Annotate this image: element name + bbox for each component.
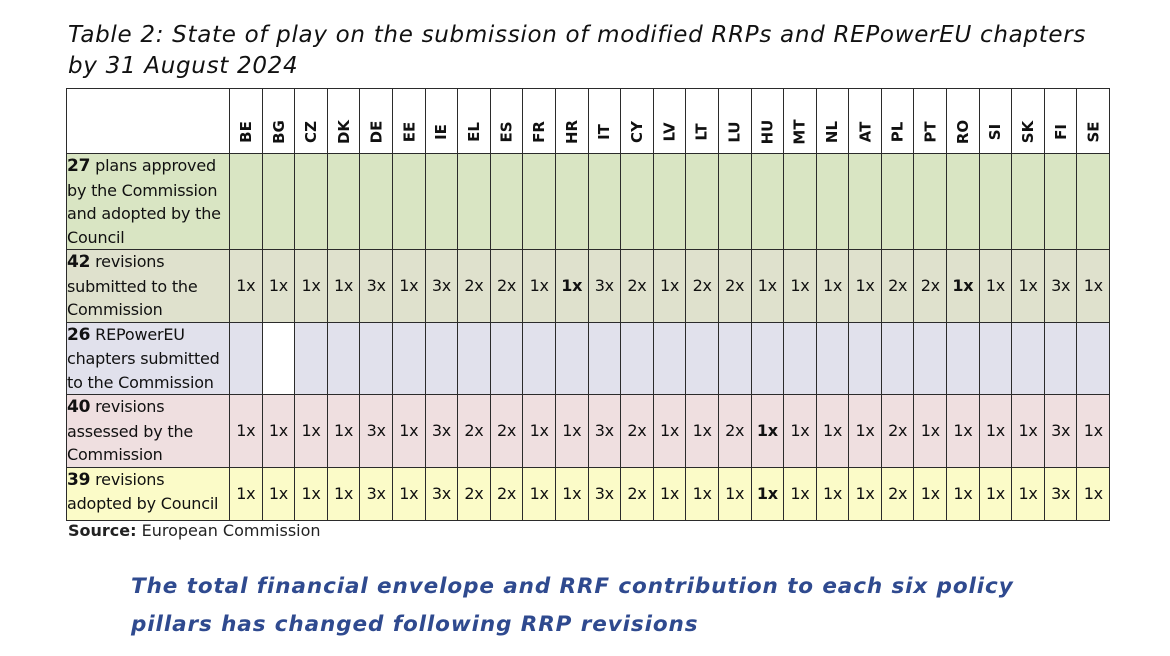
cell-be: 1x [230,467,263,520]
row-count: 27 [67,156,91,176]
row-label [67,250,230,323]
country-code: LT [693,123,712,141]
row-label [67,154,230,250]
rrp-status-table [66,88,1110,521]
cell-be [230,322,263,395]
table-row [67,395,1110,468]
cell-hu [751,322,784,395]
cell-de: 3x [360,467,393,520]
cell-lu: 1x [718,467,751,520]
cell-hu: 1x [751,395,784,468]
cell-hr: 1x [555,395,588,468]
cell-de: 3x [360,395,393,468]
cell-pt: 2x [914,250,947,323]
country-code: PL [888,121,907,143]
cell-es [490,154,523,250]
cell-pt [914,154,947,250]
cell-hr: 1x [555,467,588,520]
country-header-bg [262,89,295,154]
cell-mt: 1x [784,250,817,323]
cell-cy: 2x [621,250,654,323]
cell-lv: 1x [653,467,686,520]
cell-dk: 1x [327,467,360,520]
cell-be [230,154,263,250]
country-code: EE [399,121,418,143]
cell-pl: 2x [881,395,914,468]
cell-ro [947,322,980,395]
cell-at: 1x [849,395,882,468]
cell-se: 1x [1077,250,1110,323]
cell-cz: 1x [295,250,328,323]
country-code: HR [562,119,581,145]
cell-bg: 1x [262,395,295,468]
country-code: BG [269,120,288,144]
country-header-ie [425,89,458,154]
cell-cz: 1x [295,395,328,468]
country-header-se [1077,89,1110,154]
cell-ie [425,154,458,250]
row-description: REPowerEU chapters submitted to the Commission [67,324,220,392]
country-header-fr [523,89,556,154]
cell-hu: 1x [751,250,784,323]
cell-fi [1044,154,1077,250]
cell-hr [555,154,588,250]
cell-lu: 2x [718,395,751,468]
cell-hu [751,154,784,250]
cell-fr [523,154,556,250]
cell-lv: 1x [653,250,686,323]
country-header-hu [751,89,784,154]
country-code: SE [1084,121,1103,143]
country-header-sk [1012,89,1045,154]
cell-ie: 3x [425,395,458,468]
row-count: 39 [67,469,91,490]
cell-es: 2x [490,467,523,520]
country-code: IT [595,124,614,140]
cell-lt: 2x [686,250,719,323]
country-code: LU [725,121,744,143]
cell-it: 3x [588,250,621,323]
cell-lu [718,154,751,250]
cell-ro: 1x [947,250,980,323]
table-caption: Table 2: State of play on the submission of modified RRPs and REPowerEU chapters by 31 August 2024 [68,22,1087,79]
cell-it [588,322,621,395]
cell-mt [784,322,817,395]
cell-nl: 1x [816,250,849,323]
cell-bg [262,322,295,395]
country-code: MT [790,119,809,145]
table-row [67,322,1110,395]
cell-ro: 1x [947,395,980,468]
cell-de [360,322,393,395]
row-description: revisions adopted by Council [67,469,219,513]
cell-ie: 3x [425,467,458,520]
country-header-lt [686,89,719,154]
country-code: PT [921,121,940,143]
cell-at [849,322,882,395]
cell-fi: 3x [1044,395,1077,468]
cell-mt: 1x [784,467,817,520]
cell-mt [784,154,817,250]
country-header-nl [816,89,849,154]
cell-se [1077,154,1110,250]
country-header-it [588,89,621,154]
cell-nl [816,154,849,250]
cell-lv: 1x [653,395,686,468]
country-header-fi [1044,89,1077,154]
cell-sk: 1x [1012,467,1045,520]
country-code: EL [464,122,483,142]
country-code: AT [856,121,875,143]
country-code: IE [432,124,451,140]
cell-ie: 3x [425,250,458,323]
cell-fr: 1x [523,395,556,468]
country-code: CY [627,121,646,143]
country-header-si [979,89,1012,154]
cell-pl [881,322,914,395]
cell-nl [816,322,849,395]
country-code: ES [497,121,516,143]
country-header-pl [881,89,914,154]
country-header-dk [327,89,360,154]
cell-cy: 2x [621,395,654,468]
table-row [67,154,1110,250]
cell-el: 2x [458,250,491,323]
cell-cz [295,322,328,395]
cell-cy [621,154,654,250]
cell-nl: 1x [816,395,849,468]
cell-si [979,322,1012,395]
cell-pt: 1x [914,395,947,468]
cell-lt [686,322,719,395]
source-text: European Commission [141,521,321,540]
cell-lu: 2x [718,250,751,323]
cell-el: 2x [458,467,491,520]
cell-lt: 1x [686,467,719,520]
cell-hu: 1x [751,467,784,520]
country-code: HU [758,119,777,145]
cell-se: 1x [1077,467,1110,520]
country-code: DE [367,120,386,144]
cell-si [979,154,1012,250]
cell-fi: 3x [1044,250,1077,323]
cell-dk [327,154,360,250]
country-code: RO [953,119,972,145]
cell-lt [686,154,719,250]
cell-nl: 1x [816,467,849,520]
table-row [67,467,1110,520]
cell-pl: 2x [881,250,914,323]
cell-at [849,154,882,250]
cell-pl [881,154,914,250]
cell-si: 1x [979,467,1012,520]
cell-fr: 1x [523,467,556,520]
cell-bg [262,154,295,250]
row-count: 26 [67,324,91,345]
cell-bg: 1x [262,467,295,520]
cell-it [588,154,621,250]
cell-se: 1x [1077,395,1110,468]
country-code: NL [823,120,842,144]
country-header-lu [718,89,751,154]
cell-ee [392,322,425,395]
cell-es: 2x [490,250,523,323]
cell-es: 2x [490,395,523,468]
country-code: SI [986,123,1005,141]
cell-si: 1x [979,250,1012,323]
cell-de: 3x [360,250,393,323]
cell-it: 3x [588,467,621,520]
row-count: 40 [67,397,91,417]
cell-dk: 1x [327,395,360,468]
country-header-cy [621,89,654,154]
cell-lu [718,322,751,395]
source-note [68,521,321,540]
cell-ro [947,154,980,250]
country-code: LV [660,122,679,142]
cell-pt: 1x [914,467,947,520]
row-label [67,467,230,520]
cell-ie [425,322,458,395]
cell-cz [295,154,328,250]
cell-sk [1012,154,1045,250]
row-description: revisions submitted to the Commission [67,252,198,319]
cell-fi [1044,322,1077,395]
cell-sk: 1x [1012,395,1045,468]
cell-it: 3x [588,395,621,468]
header-corner [67,89,230,154]
row-label [67,395,230,468]
cell-hr: 1x [555,250,588,323]
country-header-lv [653,89,686,154]
cell-cz: 1x [295,467,328,520]
cell-ro: 1x [947,467,980,520]
cell-fi: 3x [1044,467,1077,520]
row-description: plans approved by the Commission and adopted by the Council [67,156,221,247]
cell-ee: 1x [392,395,425,468]
country-header-mt [784,89,817,154]
source-label: Source: [68,521,137,540]
cell-mt: 1x [784,395,817,468]
country-header-es [490,89,523,154]
cell-at: 1x [849,467,882,520]
country-code: DK [334,119,353,145]
row-description: revisions assessed by the Commission [67,397,194,464]
country-code: FR [530,121,549,143]
cell-el [458,154,491,250]
country-code: CZ [301,121,320,143]
cell-at: 1x [849,250,882,323]
country-header-hr [555,89,588,154]
country-code: SK [1019,120,1038,144]
cell-pl: 2x [881,467,914,520]
cell-fr [523,322,556,395]
cell-ee: 1x [392,467,425,520]
cell-se [1077,322,1110,395]
country-code: FI [1051,124,1070,140]
country-header-de [360,89,393,154]
cell-ee [392,154,425,250]
country-header-ee [392,89,425,154]
country-header-at [849,89,882,154]
cell-de [360,154,393,250]
row-label [67,322,230,395]
section-heading: The total financial envelope and RRF contribution to each six policy pillars has changed following RRP revisions [131,574,1014,637]
country-header-el [458,89,491,154]
cell-dk: 1x [327,250,360,323]
cell-fr: 1x [523,250,556,323]
cell-es [490,322,523,395]
cell-cy [621,322,654,395]
cell-sk: 1x [1012,250,1045,323]
cell-be: 1x [230,395,263,468]
cell-bg: 1x [262,250,295,323]
cell-hr [555,322,588,395]
header-row [67,89,1110,154]
cell-el: 2x [458,395,491,468]
cell-be: 1x [230,250,263,323]
cell-ee: 1x [392,250,425,323]
country-header-pt [914,89,947,154]
cell-dk [327,322,360,395]
country-header-cz [295,89,328,154]
country-header-be [230,89,263,154]
cell-lv [653,154,686,250]
country-header-ro [947,89,980,154]
table-row [67,250,1110,323]
cell-lt: 1x [686,395,719,468]
cell-pt [914,322,947,395]
cell-lv [653,322,686,395]
cell-si: 1x [979,395,1012,468]
cell-sk [1012,322,1045,395]
cell-el [458,322,491,395]
country-code: BE [236,121,255,143]
cell-cy: 2x [621,467,654,520]
row-count: 42 [67,252,91,272]
